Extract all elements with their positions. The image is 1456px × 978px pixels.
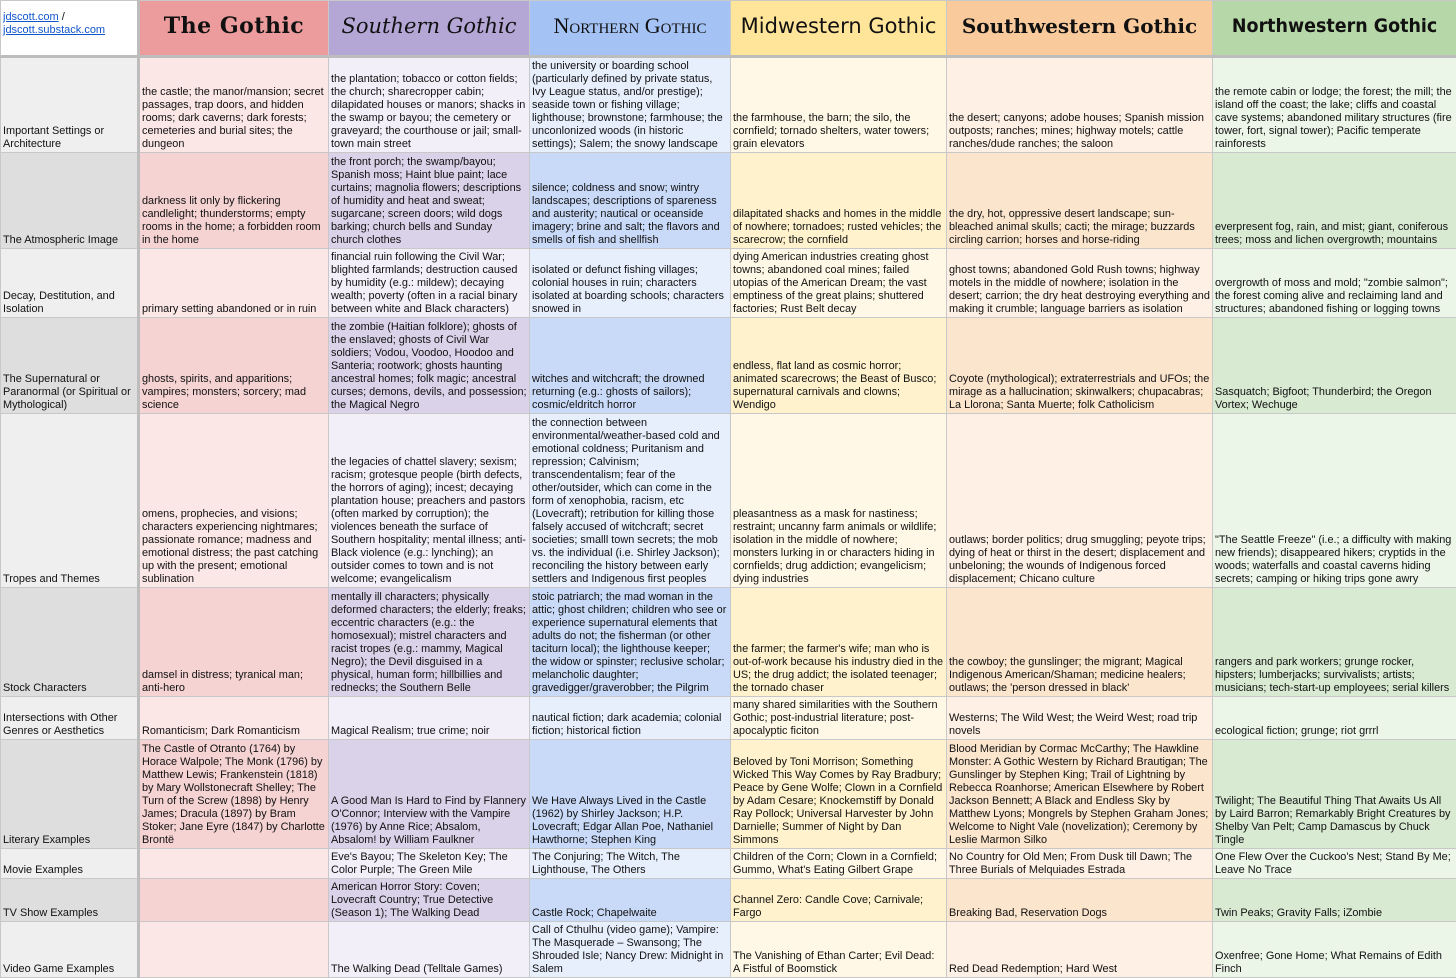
row-label[interactable]: Movie Examples	[1, 849, 139, 879]
table-cell[interactable]: isolated or defunct fishing villages; colonial houses in ruin; characters isolated at boarding schools; characters snowed in	[530, 249, 731, 318]
table-cell[interactable]: stoic patriarch; the mad woman in the attic; ghost children; children who see or experience supernatural elements that adults do not; the fisherman (or other taciturn local); the lighthouse keeper; the widow or spinster; reclusive scholar; melancholic daughter; gravedigger/graverobber; the Pilgrim	[530, 588, 731, 697]
header-northern-gothic[interactable]	[530, 1, 731, 57]
jdscott-link[interactable]: jdscott.com	[3, 11, 59, 23]
row-label[interactable]: TV Show Examples	[1, 879, 139, 922]
header-label: Midwestern Gothic	[741, 14, 937, 38]
table-cell[interactable]: Blood Meridian by Cormac McCarthy; The Hawkline Monster: A Gothic Western by Richard Brautigan; The Gunslinger by Stephen King; Trail of Lightning by Rebecca Roanhorse; American Elsewhere by Robert Jackson Bennett; A Black and Endless Sky by Matthew Lyons; Mongrels by Stephen Graham Jones; Welcome to Night Vale (novelization); Ceremony by Leslie Marmon Silko	[947, 740, 1213, 849]
table-cell[interactable]: Westerns; The Wild West; the Weird West; road trip novels	[947, 697, 1213, 740]
table-cell[interactable]: mentally ill characters; physically deformed characters; the elderly; freaks; eccentric characters (e.g.: the homosexual); mistrel characters and racist tropes (e.g.: mammy, Magical Negro); the Devil disguised in a physical, human form; hillbillies and rednecks; the Southern Belle	[329, 588, 530, 697]
table-cell[interactable]: One Flew Over the Cuckoo's Nest; Stand By Me; Leave No Trace	[1213, 849, 1456, 879]
table-cell[interactable]: Channel Zero: Candle Cove; Carnivale; Fargo	[731, 879, 947, 922]
table-row	[1, 849, 1456, 879]
table-row	[1, 57, 1456, 153]
table-cell[interactable]: Children of the Corn; Clown in a Cornfield; Gummo, What's Eating Gilbert Grape	[731, 849, 947, 879]
table-cell[interactable]: Twilight; The Beautiful Thing That Awaits Us All by Laird Barron; Remarkably Bright Creatures by Shelby Van Pelt; Camp Damascus by Chuck Tingle	[1213, 740, 1456, 849]
table-cell[interactable]	[139, 922, 329, 978]
table-cell[interactable]: ghost towns; abandoned Gold Rush towns; highway motels in the middle of nowhere; isolation in the desert; carrion; the dry heat destroying everything and making it crumble; language barriers as isolation	[947, 249, 1213, 318]
table-cell[interactable]: overgrowth of moss and mold; "zombie salmon"; the forest coming alive and reclaiming land and structures; abandoned fishing or logging towns	[1213, 249, 1456, 318]
table-cell[interactable]: dying American industries creating ghost towns; abandoned coal mines; failed utopias of the American Dream; the vast emptiness of the great plains; shuttered factories; Rust Belt decay	[731, 249, 947, 318]
header-southwestern-gothic[interactable]	[947, 1, 1213, 57]
row-label[interactable]: The Atmospheric Image	[1, 153, 139, 249]
substack-link[interactable]: jdscott.substack.com	[3, 24, 105, 36]
header-label: Southern Gothic	[341, 14, 516, 38]
table-cell[interactable]: witches and witchcraft; the drowned returning (e.g.: ghosts of sailors); cosmic/eldritch horror	[530, 318, 731, 414]
table-cell[interactable]: primary setting abandoned or in ruin	[139, 249, 329, 318]
row-label[interactable]: The Supernatural or Paranormal (or Spiritual or Mythological)	[1, 318, 139, 414]
corner-cell	[1, 1, 139, 57]
table-cell[interactable]: ghosts, spirits, and apparitions; vampires; monsters; sorcery; mad science	[139, 318, 329, 414]
table-cell[interactable]: The Castle of Otranto (1764) by Horace Walpole; The Monk (1796) by Matthew Lewis; Frankenstein (1818) by Mary Wollstonecraft Shelley; The Turn of the Screw (1898) by Henry James; Dracula (1897) by Bram Stoker; Jane Eyre (1847) by Charlotte Brontë	[139, 740, 329, 849]
header-label: Northwestern Gothic	[1232, 20, 1437, 33]
table-cell[interactable]: No Country for Old Men; From Dusk till Dawn; The Three Burials of Melquiades Estrada	[947, 849, 1213, 879]
table-cell[interactable]: the farmhouse, the barn; the silo, the cornfield; tornado shelters, water towers; grain elevators	[731, 57, 947, 153]
row-label[interactable]: Tropes and Themes	[1, 414, 139, 588]
header-label: Southwestern Gothic	[962, 14, 1197, 38]
table-cell[interactable]: We Have Always Lived in the Castle (1962) by Shirley Jackson; H.P. Lovecraft; Edgar Allan Poe, Nathaniel Hawthorne; Stephen King	[530, 740, 731, 849]
table-cell[interactable]: outlaws; border politics; drug smuggling; peyote trips; dying of heat or thirst in the desert; displacement and unbeloning; the wounds of Indigenous forced displacement; Chicano culture	[947, 414, 1213, 588]
row-label[interactable]: Intersections with Other Genres or Aesthetics	[1, 697, 139, 740]
table-row	[1, 879, 1456, 922]
table-cell[interactable]: The Vanishing of Ethan Carter; Evil Dead: A Fistful of Boomstick	[731, 922, 947, 978]
table-body	[1, 57, 1456, 978]
header-label: Northern Gothic	[553, 13, 706, 38]
table-cell[interactable]: everpresent fog, rain, and mist; giant, coniferous trees; moss and lichen overgrowth; mountains	[1213, 153, 1456, 249]
table-cell[interactable]: The Walking Dead (Telltale Games)	[329, 922, 530, 978]
header-midwestern-gothic[interactable]	[731, 1, 947, 57]
table-cell[interactable]: Breaking Bad, Reservation Dogs	[947, 879, 1213, 922]
table-cell[interactable]: many shared similarities with the Southern Gothic; post-industrial literature; post-apocalyptic ficiton	[731, 697, 947, 740]
table-cell[interactable]: silence; coldness and snow; wintry landscapes; descriptions of spareness and austerity; nautical or oceanside imagery; brine and salt; the flavors and smells of fish and shellfish	[530, 153, 731, 249]
table-cell[interactable]: endless, flat land as cosmic horror; animated scarecrows; the Beast of Busco; supernatural carnivals and clowns; Wendigo	[731, 318, 947, 414]
table-cell[interactable]: Sasquatch; Bigfoot; Thunderbird; the Oregon Vortex; Wechuge	[1213, 318, 1456, 414]
header-northwestern-gothic[interactable]	[1213, 1, 1456, 57]
header-label: The Gothic	[164, 13, 304, 39]
row-label[interactable]: Literary Examples	[1, 740, 139, 849]
table-cell[interactable]	[139, 879, 329, 922]
table-cell[interactable]: damsel in distress; tyranical man; anti-hero	[139, 588, 329, 697]
row-label[interactable]: Video Game Examples	[1, 922, 139, 978]
table-cell[interactable]: Coyote (mythological); extraterrestrials and UFOs; the mirage as a hallucination; skinwalkers; chupacabras; La Llorona; Santa Muerte; folk Catholicism	[947, 318, 1213, 414]
table-cell[interactable]: Red Dead Redemption; Hard West	[947, 922, 1213, 978]
table-cell[interactable]: the front porch; the swamp/bayou; Spanish moss; Haint blue paint; lace curtains; magnolia flowers; descriptions of humidity and heat and sweat; sugarcane; screen doors; wild dogs barking; church bells and Sunday church clothes	[329, 153, 530, 249]
table-cell[interactable]: Magical Realism; true crime; noir	[329, 697, 530, 740]
table-row	[1, 922, 1456, 978]
table-cell[interactable]: Call of Cthulhu (video game); Vampire: The Masquerade – Swansong; The Shrouded Isle; Nancy Drew: Midnight in Salem	[530, 922, 731, 978]
table-cell[interactable]: "The Seattle Freeze" (i.e.; a difficulty with making new friends); disappeared hikers; cryptids in the woods; waterfalls and coastal caverns hiding secrets; camping or hiking trips gone awry	[1213, 414, 1456, 588]
header-row	[1, 1, 1456, 57]
table-cell[interactable]: the connection between environmental/weather-based cold and emotional coldness; Puritanism and repression; Calvinism; transcendentalism; fear of the other/outsider, which can come in the form of xenophobia, racism, etc (Lovecraft); retribution for killing those falsely accused of witchcraft; secret societies; smalll town secrets; the mob vs. the individual (i.e. Shirley Jackson); reconciling the history between early settlers and Indigenous first peoples	[530, 414, 731, 588]
table-cell[interactable]: The Conjuring; The Witch, The Lighthouse, The Others	[530, 849, 731, 879]
table-cell[interactable]: the legacies of chattel slavery; sexism; racism; grotesque people (birth defects, the horrors of aging); incest; decaying plantation house; preachers and pastors (often marked by corruption); the violences beneath the surface of Southern hospitality; mental illness; anti-Black violence (e.g.: lynching); an outsider comes to town and is not welcome; evangelicalism	[329, 414, 530, 588]
link-separator: /	[59, 11, 65, 23]
table-cell[interactable]: Romanticism; Dark Romanticism	[139, 697, 329, 740]
table-row	[1, 318, 1456, 414]
table-cell[interactable]: the plantation; tobacco or cotton fields; the church; sharecropper cabin; dilapidated houses or manors; shacks in the swamp or bayou; the cemetery or graveyard; the courthouse or jail; small-town main street	[329, 57, 530, 153]
table-row	[1, 588, 1456, 697]
table-cell[interactable]: darkness lit only by flickering candlelight; thunderstorms; empty rooms in the home; a forbidden room in the home	[139, 153, 329, 249]
table-cell[interactable]: the zombie (Haitian folklore); ghosts of the enslaved; ghosts of Civil War soldiers; Vodou, Voodoo, Hoodoo and Santeria; rootwork; ghosts haunting ancestral homes; folk magic; ancestral curses; demons, devils, and possession; the Magical Negro	[329, 318, 530, 414]
table-row	[1, 697, 1456, 740]
table-cell[interactable]: ecological fiction; grunge; riot grrrl	[1213, 697, 1456, 740]
table-cell[interactable]: Eve's Bayou; The Skeleton Key; The Color Purple; The Green Mile	[329, 849, 530, 879]
table-cell[interactable]: Oxenfree; Gone Home; What Remains of Edith Finch	[1213, 922, 1456, 978]
row-label[interactable]: Decay, Destitution, and Isolation	[1, 249, 139, 318]
table-cell[interactable]: the farmer; the farmer's wife; man who is out-of-work because his industry died in the US; the drug addict; the isolated teenager; the tornado chaser	[731, 588, 947, 697]
table-cell[interactable]	[139, 849, 329, 879]
header-the-gothic[interactable]	[139, 1, 329, 57]
header-southern-gothic[interactable]	[329, 1, 530, 57]
table-cell[interactable]: the castle; the manor/mansion; secret passages, trap doors, and hidden rooms; dark caverns; dark forests; cemeteries and burial sites; the dungeon	[139, 57, 329, 153]
table-cell[interactable]: the cowboy; the gunslinger; the migrant; Magical Indigenous American/Shaman; medicine healers; outlaws; the 'person dressed in black'	[947, 588, 1213, 697]
table-cell[interactable]: pleasantness as a mask for nastiness; restraint; uncanny farm animals or wildlife; isolation in the middle of nowhere; monsters lurking in or characters hiding in cornfields; drug addiction; evangelicism; dying industries	[731, 414, 947, 588]
table-cell[interactable]: the desert; canyons; adobe houses; Spanish mission outposts; ranches; mines; highway motels; cattle ranches/dude ranches; the saloon	[947, 57, 1213, 153]
table-cell[interactable]: the university or boarding school (particularly defined by private status, Ivy League status, and/or prestige); seaside town or fishing village; lighthouse; brownstone; farmhouse; the unconlonized woods (in historic settings); Salem; the snowy landscape	[530, 57, 731, 153]
row-label[interactable]: Important Settings or Architecture	[1, 57, 139, 153]
table-cell[interactable]: omens, prophecies, and visions; characters experiencing nightmares; passionate romance; madness and emotional distress; the past catching up with the present; emotional sublination	[139, 414, 329, 588]
table-row	[1, 414, 1456, 588]
table-cell[interactable]: Beloved by Toni Morrison; Something Wicked This Way Comes by Ray Bradbury; Peace by Gene Wolfe; Clown in a Cornfield by Adam Cesare; Knockemstiff by Donald Ray Pollock; Universal Harvester by John Darnielle; Summer of Night by Dan Simmons	[731, 740, 947, 849]
row-label[interactable]: Stock Characters	[1, 588, 139, 697]
table-cell[interactable]: the dry, hot, oppressive desert landscape; sun-bleached animal skulls; cacti; the mirage; buzzards circling carrion; horses and horse-riding	[947, 153, 1213, 249]
table-cell[interactable]: A Good Man Is Hard to Find by Flannery O'Connor; Interview with the Vampire (1976) by Anne Rice; Absalom, Absalom! by William Faulkner	[329, 740, 530, 849]
table-cell[interactable]: dilapitated shacks and homes in the middle of nowhere; tornadoes; rusted vehicles; the scarecrow; the cornfield	[731, 153, 947, 249]
table-cell[interactable]: the remote cabin or lodge; the forest; the mill; the island off the coast; the lake; cliffs and coastal cave systems; abandoned military structures (fire tower, fort, signal tower); Pacific temperate rainforests	[1213, 57, 1456, 153]
table-cell[interactable]: financial ruin following the Civil War; blighted farmlands; destruction caused by humidity (e.g.: mildew); decaying wealth; poverty (often in a racial binary between white and Black characters)	[329, 249, 530, 318]
table-row	[1, 153, 1456, 249]
table-row	[1, 249, 1456, 318]
table-row	[1, 740, 1456, 849]
table-cell[interactable]: nautical fiction; dark academia; colonial fiction; historical fiction	[530, 697, 731, 740]
table-cell[interactable]: Castle Rock; Chapelwaite	[530, 879, 731, 922]
table-cell[interactable]: American Horror Story: Coven; Lovecraft Country; True Detective (Season 1); The Walking Dead	[329, 879, 530, 922]
table-cell[interactable]: rangers and park workers; grunge rocker, hipsters; lumberjacks; survivalists; artists; musicians; tech-start-up employees; serial killers	[1213, 588, 1456, 697]
table-cell[interactable]: Twin Peaks; Gravity Falls; iZombie	[1213, 879, 1456, 922]
